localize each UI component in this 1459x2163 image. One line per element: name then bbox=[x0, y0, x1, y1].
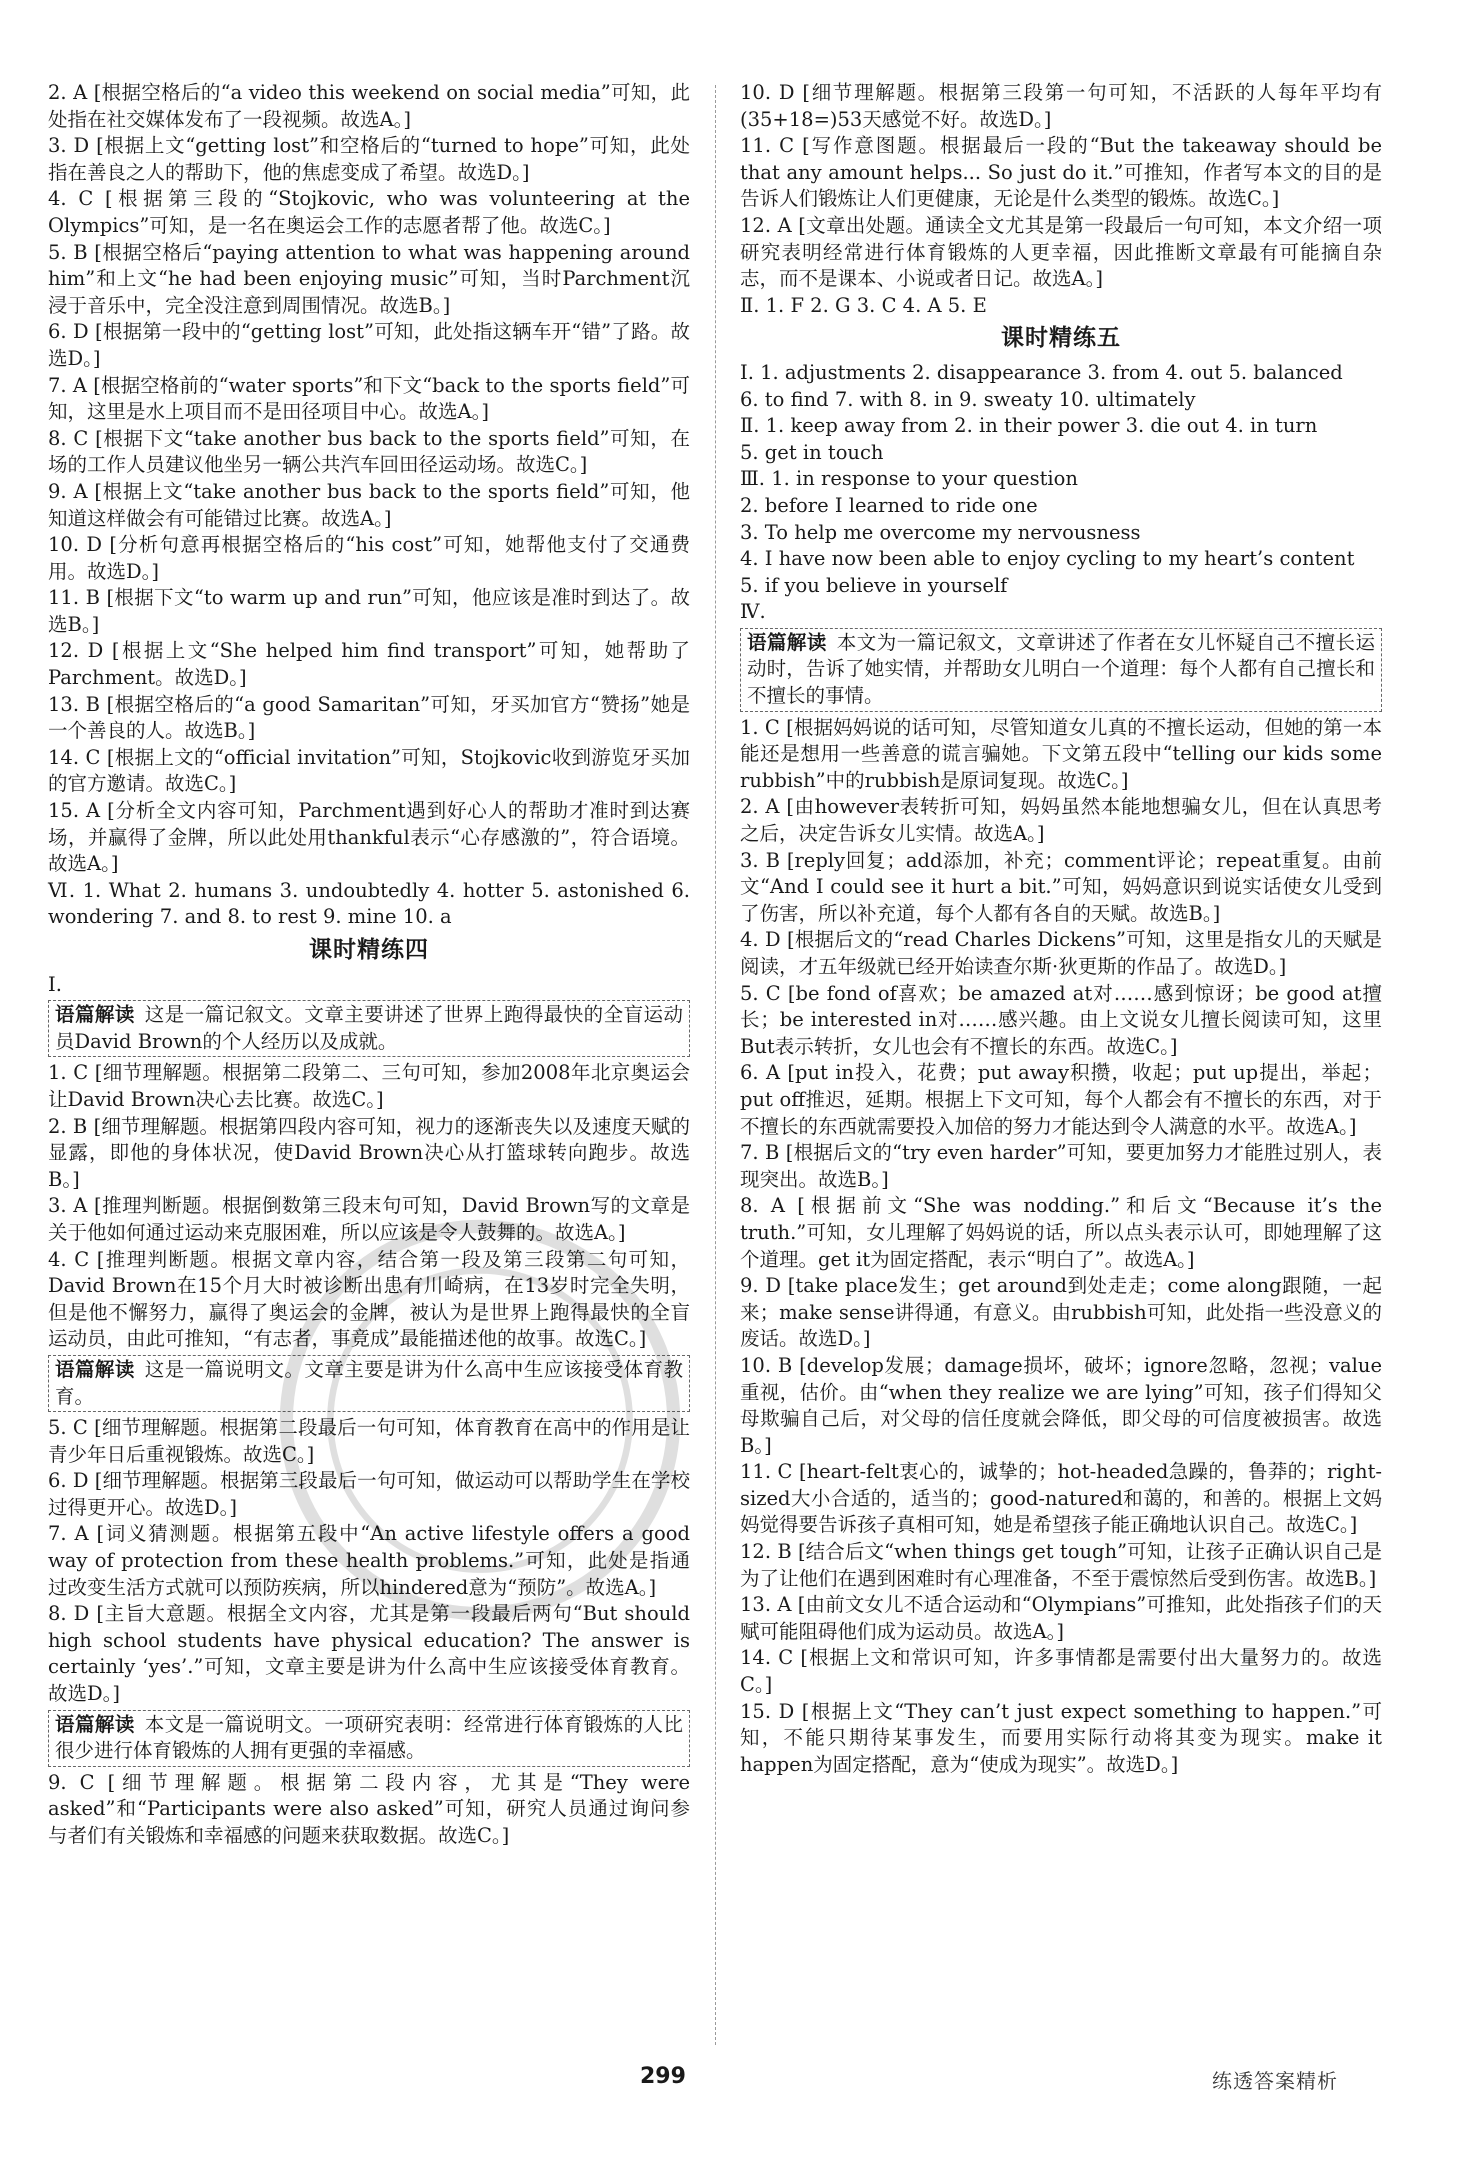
answer-item: 2. A [根据空格后的“a video this weekend on social media”可知，此处指在社交媒体发布了一段视频。故选A。] bbox=[48, 81, 690, 131]
answer-item: 7. A [根据空格前的“water sports”和下文“back to the sports field”可知，这里是水上项目而不是田径项目中心。故选A。] bbox=[48, 373, 690, 424]
page-number: 299 bbox=[640, 2064, 686, 2089]
footer-label: 练透答案精析 bbox=[1212, 2069, 1338, 2093]
answer-item: 14. C [根据上文和常识可知，许多事情都是需要付出大量努力的。故选C。] bbox=[740, 1646, 1382, 1697]
answer-item: 6. A [put in投入，花费；put away积攒，收起；put up提出，举起；put off推迟，延期。根据上下文可知，每个人都会有不擅长的东西，对于不擅长的东西就需要投入加倍的努力才能达到令人满意的水平。故选A。] bbox=[740, 1061, 1382, 1138]
answer-item: 5. B [根据空格后“paying attention to what was happening around him”和上文“he had been enjoying music”可知，当时Parchment沉浸于音乐中，完全没注意到周围情况。故选B。] bbox=[48, 240, 690, 317]
answer-list-s4b bbox=[48, 1415, 690, 1708]
section-title-4: 课时精练四 bbox=[309, 937, 429, 963]
answer-item: 13. A [由前文女儿不适合运动和“Olympians”可推知，此处指孩子们的天赋可能阻碍他们成为运动员。故选A。] bbox=[740, 1593, 1382, 1643]
answer-item: 4. D [根据后文的“read Charles Dickens”可知，这里是指女儿的天赋是阅读，才五年级就已经开始读查尔斯·狄更斯的作品了。故选D。] bbox=[740, 928, 1382, 978]
answer-item: 13. B [根据空格后的“a good Samaritan”可知，牙买加官方“赞扬”她是一个善良的人。故选B。] bbox=[48, 692, 690, 743]
answer-lines-s5 bbox=[740, 360, 1382, 626]
answer-item: 3. A [推理判断题。根据倒数第三段末句可知，David Brown写的文章是关于他如何通过运动来克服困难，所以应该是令人鼓舞的。故选A。] bbox=[48, 1194, 690, 1244]
answer-line: Ⅲ. 1. in response to your question bbox=[740, 467, 1078, 491]
answer-line: Ⅰ. 1. adjustments 2. disappearance 3. from 4. out 5. balanced bbox=[740, 360, 1343, 384]
answer-item: 4. C [根据第三段的“Stojkovic, who was volunteering at the Olympics”可知，是一名在奥运会工作的志愿者帮了他。故选C。] bbox=[48, 187, 690, 237]
answer-item: 6. D [细节理解题。根据第三段最后一句可知，做运动可以帮助学生在学校过得更开心。故选D。] bbox=[48, 1469, 690, 1519]
passage-summary-label: 语篇解读 bbox=[747, 630, 827, 654]
answer-item: 2. B [细节理解题。根据第四段内容可知，视力的逐渐丧失以及速度天赋的显露，即他的身体状况，使David Brown决心从打篮球转向跑步。故选B。] bbox=[48, 1114, 690, 1191]
answer-item: 9. D [take place发生；get around到处走走；come along跟随，一起来；make sense讲得通，有意义。由rubbish可知，此处指一些没意义的废话。故选D。] bbox=[740, 1274, 1382, 1351]
answer-item: 7. B [根据后文的“try even harder”可知，要更加努力才能胜过别人，表现突出。故选B。] bbox=[740, 1141, 1382, 1191]
answer-item: 10. D [细节理解题。根据第三段第一句可知，不活跃的人每年平均有(35+18=)53天感觉不好。故选D。] bbox=[740, 81, 1382, 131]
answer-line: 3. To help me overcome my nervousness bbox=[740, 520, 1141, 544]
right-column bbox=[740, 80, 1382, 1778]
answer-list-s4c bbox=[48, 1770, 690, 1850]
answer-item: 4. C [推理判断题。根据文章内容，结合第一段及第三段第二句可知，David Brown在15个月大时被诊断出患有川崎病，在13岁时完全失明，但是他不懈努力，赢得了奥运会的金牌，被认为是世界上跑得最快的全盲运动员，由此可推知，“有志者，事竟成”最能描述他的故事。故选C。] bbox=[48, 1247, 690, 1351]
answer-line: Ⅱ. 1. keep away from 2. in their power 3. die out 4. in turn bbox=[740, 414, 1318, 438]
section-roman-i: Ⅰ. bbox=[48, 972, 62, 996]
answer-line: 6. to find 7. with 8. in 9. sweaty 10. ultimately bbox=[740, 387, 1196, 411]
passage-summary-label: 语篇解读 bbox=[55, 1003, 135, 1027]
answer-item: 12. B [结合后文“when things get tough”可知，让孩子正确认识自己是为了让他们在遇到困难时有心理准备，不至于震惊然后受到伤害。故选B。] bbox=[740, 1540, 1382, 1590]
answer-item: 11. C [heart-felt衷心的，诚挚的；hot-headed急躁的，鲁莽的；right-sized大小合适的，适当的；good-natured和蔼的，和善的。根据上文妈妈觉得要告诉孩子真相可知，她是希望孩子能正确地认识自己。故选C。] bbox=[740, 1460, 1382, 1537]
passage-summary-box bbox=[48, 1355, 690, 1412]
answer-item: 9. C [细节理解题。根据第二段内容，尤其是“They were asked”和“Participants were also asked”可知，研究人员通过询问参与者们有关锻炼和幸福感的问题来获取数据。故选C。] bbox=[48, 1770, 690, 1847]
answer-line: 5. get in touch bbox=[740, 440, 884, 464]
answer-item: Ⅱ. 1. F 2. G 3. C 4. A 5. E bbox=[740, 293, 987, 317]
passage-summary-text: 本文是一篇说明文。一项研究表明：经常进行体育锻炼的人比很少进行体育锻炼的人拥有更强的幸福感。 bbox=[55, 1712, 683, 1763]
answer-item: 6. D [根据第一段中的“getting lost”可知，此处指这辆车开“错”了路。故选D。] bbox=[48, 320, 690, 370]
answer-item: 1. C [根据妈妈说的话可知，尽管知道女儿真的不擅长运动，但她的第一本能还是想用一些善意的谎言骗她。下文第五段中“telling our kids some rubbish”中的rubbish是原词复现。故选C。] bbox=[740, 715, 1382, 792]
answer-item: 3. D [根据上文“getting lost”和空格后的“turned to hope”可知，此处指在善良之人的帮助下，他的焦虑变成了希望。故选D。] bbox=[48, 134, 690, 184]
answer-item: 3. B [reply回复；add添加，补充；comment评论；repeat重复。由前文“And I could see it hurt a bit.”可知，妈妈意识到说实话使女儿受到了伤害，所以补充道，每个人都有各自的天赋。故选B。] bbox=[740, 848, 1382, 925]
answer-item: 15. D [根据上文“They can’t just expect something to happen.”可知，不能只期待某事发生，而要用实际行动将其变为现实。make it happen为固定搭配，意为“使成为现实”。故选D。] bbox=[740, 1699, 1382, 1776]
passage-summary-text: 本文为一篇记叙文，文章讲述了作者在女儿怀疑自己不擅长运动时，告诉了她实情，并帮助女儿明白一个道理：每个人都有自己擅长和不擅长的事情。 bbox=[747, 630, 1375, 708]
answer-list-left bbox=[48, 80, 690, 931]
answer-item: 12. D [根据上文“She helped him find transport”可知，她帮助了Parchment。故选D。] bbox=[48, 639, 690, 690]
answer-item: Ⅵ. 1. What 2. humans 3. undoubtedly 4. hotter 5. astonished 6. wondering 7. and 8. to rest 9. mine 10. a bbox=[48, 878, 690, 929]
answer-item: 5. C [细节理解题。根据第二段最后一句可知，体育教育在高中的作用是让青少年日后重视锻炼。故选C。] bbox=[48, 1416, 690, 1466]
answer-line: 4. I have now been able to enjoy cycling to my heart’s content bbox=[740, 547, 1355, 571]
passage-summary-text: 这是一篇记叙文。文章主要讲述了世界上跑得最快的全盲运动员David Brown的个人经历以及成就。 bbox=[55, 1003, 683, 1053]
answer-line: 2. before I learned to ride one bbox=[740, 493, 1038, 517]
answer-line: Ⅳ. bbox=[740, 600, 766, 624]
answer-list-right bbox=[740, 80, 1382, 319]
answer-item: 8. C [根据下文“take another bus back to the sports field”可知，在场的工作人员建议他坐另一辆公共汽车回田径运动场。故选C。] bbox=[48, 426, 690, 477]
answer-item: 7. A [词义猜测题。根据第五段中“An active lifestyle offers a good way of protection from these health problems.”可知，此处是指通过改变生活方式就可以预防疾病，所以hindered意为“预防”。故选A。] bbox=[48, 1522, 690, 1599]
answer-item: 11. B [根据下文“to warm up and run”可知，他应该是准时到达了。故选B。] bbox=[48, 586, 690, 636]
answer-item: 5. C [be fond of喜欢；be amazed at对……感到惊讶；be good at擅长；be interested in对……感兴趣。由上文说女儿擅长阅读可知，这里But表示转折，女儿也会有不擅长的东西。故选C。] bbox=[740, 981, 1382, 1058]
answer-item: 1. C [细节理解题。根据第二段第二、三句可知，参加2008年北京奥运会让David Brown决心去比赛。故选C。] bbox=[48, 1061, 690, 1111]
passage-summary-box bbox=[48, 1000, 690, 1057]
answer-item: 8. A [根据前文“She was nodding.”和后文“Because it’s the truth.”可知，女儿理解了妈妈说的话，所以点头表示认可，即她理解了这个道理。get it为固定搭配，表示“明白了”。故选A。] bbox=[740, 1194, 1382, 1271]
left-column bbox=[48, 80, 690, 1850]
answer-line: 5. if you believe in yourself bbox=[740, 573, 1008, 597]
answer-item: 10. D [分析句意再根据空格后的“his cost”可知，她帮他支付了交通费用。故选D。] bbox=[48, 533, 690, 583]
section-title-5: 课时精练五 bbox=[1001, 325, 1121, 352]
passage-summary-label: 语篇解读 bbox=[55, 1357, 135, 1381]
passage-summary-text: 这是一篇说明文。文章主要是讲为什么高中生应该接受体育教育。 bbox=[55, 1357, 683, 1408]
answer-list-s4a bbox=[48, 1060, 690, 1353]
answer-item: 2. A [由however表转折可知，妈妈虽然本能地想骗女儿，但在认真思考之后，决定告诉女儿实情。故选A。] bbox=[740, 795, 1382, 846]
answer-item: 11. C [写作意图题。根据最后一段的“But the takeaway should be that any amount helps... So just do it.”可推知，作者写本文的目的是告诉人们锻炼让人们更健康，无论是什么类型的锻炼。故选C。] bbox=[740, 134, 1382, 211]
column-divider bbox=[715, 85, 716, 2045]
answer-item: 8. D [主旨大意题。根据全文内容，尤其是第一段最后两句“But should high school students have physical education? The answer is certainly ‘yes’.”可知，文章主要是讲为什么高中生应该接受体育教育。故选D。] bbox=[48, 1602, 690, 1706]
answer-item: 15. A [分析全文内容可知，Parchment遇到好心人的帮助才准时到达赛场，并赢得了金牌，所以此处用thankful表示“心存感激的”，符合语境。故选A。] bbox=[48, 799, 690, 876]
passage-summary-label: 语篇解读 bbox=[55, 1712, 135, 1736]
passage-summary-box bbox=[48, 1710, 690, 1767]
passage-summary-box bbox=[740, 628, 1382, 712]
answer-item: 14. C [根据上文的“official invitation”可知，Stojkovic收到游览牙买加的官方邀请。故选C。] bbox=[48, 745, 690, 796]
answer-list-s5 bbox=[740, 715, 1382, 1779]
answer-item: 10. B [develop发展；damage损坏，破坏；ignore忽略，忽视；value重视，估价。由“when they realize we are lying”可知，孩子们得知父母欺骗自己后，对父母的信任度就会降低，即父母的可信度被损害。故选B。] bbox=[740, 1353, 1382, 1457]
answer-item: 12. A [文章出处题。通读全文尤其是第一段最后一句可知，本文介绍一项研究表明经常进行体育锻炼的人更幸福，因此推断文章最有可能摘自杂志，而不是课本、小说或者日记。故选A。] bbox=[740, 213, 1382, 291]
answer-item: 9. A [根据上文“take another bus back to the sports field”可知，他知道这样做会有可能错过比赛。故选A。] bbox=[48, 479, 690, 530]
